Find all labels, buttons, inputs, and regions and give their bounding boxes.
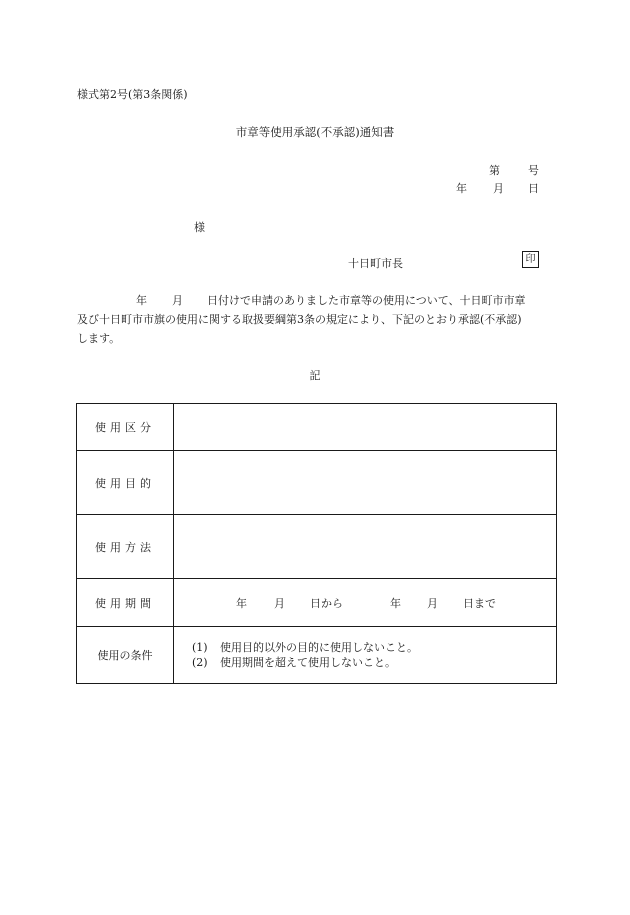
document-title: 市章等使用承認(不承認)通知書: [235, 125, 395, 139]
row-conditions: [77, 627, 557, 684]
label-usage-period: 使用期間: [77, 579, 174, 627]
period-from-year: 年: [236, 596, 247, 610]
body-line-3: します。: [77, 332, 121, 345]
value-usage-period: [174, 579, 557, 627]
usage-info-table: [76, 403, 557, 684]
mayor-title: 十日町市長: [348, 257, 403, 270]
seal-mark: 印: [522, 251, 539, 268]
date-day: 日: [528, 182, 539, 195]
value-conditions: [174, 627, 557, 684]
row-usage-method: [77, 515, 557, 579]
row-usage-period: [77, 579, 557, 627]
form-number: 様式第2号(第3条関係): [77, 88, 188, 101]
ki-heading: 記: [309, 369, 321, 382]
body-line-2: 及び十日町市市旗の使用に関する取扱要綱第3条の規定により、下記のとおり承認(不承認): [77, 313, 522, 326]
addressee-suffix: 様: [194, 221, 205, 234]
date-month: 月: [493, 182, 504, 195]
period-from-month: 月: [274, 596, 285, 610]
label-usage-purpose: 使用目的: [77, 451, 174, 515]
condition-text: 使用期間を超えて使用しないこと。: [220, 656, 396, 669]
doc-number-dai: 第: [489, 164, 500, 177]
date-year: 年: [456, 182, 467, 195]
row-usage-purpose: [77, 451, 557, 515]
body-year: 年: [136, 294, 147, 307]
period-to-day: 日まで: [463, 596, 496, 610]
label-usage-category: 使用区分: [77, 404, 174, 451]
label-usage-method: 使用方法: [77, 515, 174, 579]
period-from-day: 日から: [310, 596, 343, 610]
value-usage-purpose: [174, 451, 557, 515]
value-usage-method: [174, 515, 557, 579]
condition-number: (1): [192, 641, 208, 654]
condition-text: 使用目的以外の目的に使用しないこと。: [220, 641, 418, 654]
doc-number-go: 号: [528, 164, 539, 177]
period-to-month: 月: [427, 596, 438, 610]
row-usage-category: [77, 404, 557, 451]
label-conditions: 使用の条件: [77, 627, 174, 684]
body-line-1: 日付けで申請のありました市章等の使用について、十日町市市章: [207, 294, 526, 307]
period-to-year: 年: [390, 596, 401, 610]
condition-number: (2): [192, 656, 208, 669]
condition-item: [174, 640, 556, 655]
value-usage-category: [174, 404, 557, 451]
body-month: 月: [172, 294, 183, 307]
condition-item: [174, 655, 556, 670]
